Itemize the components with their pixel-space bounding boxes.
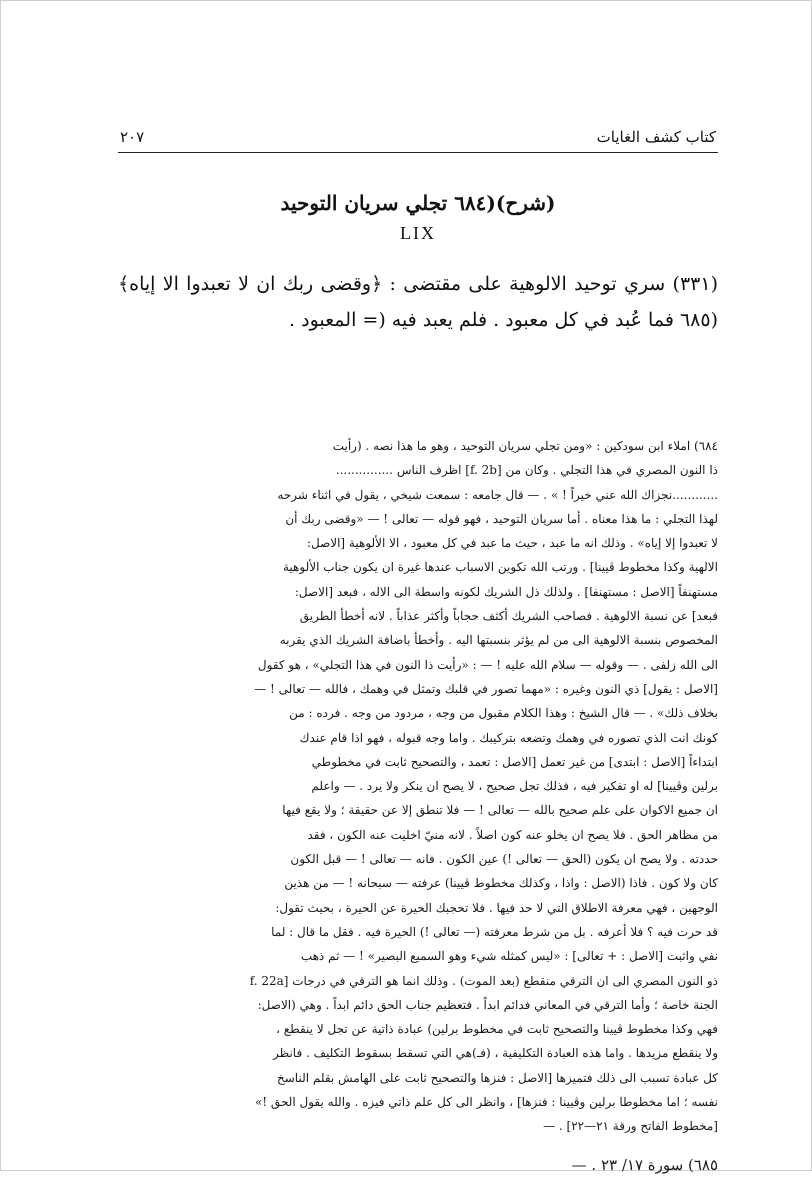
footnote-line: المخصوص بنسبة الالوهية الى من لم يؤثر بنسبتها اليه . وأخطأ باضافة الشريك الذي يقربه bbox=[279, 633, 718, 648]
chapter-numeral: LIX bbox=[400, 223, 436, 243]
footnote-line: مستهنفاً [الاصل : مستهنفا] . ولذلك ذل الشريك لكونه واسطة الى الاله ، فبعد [الاصل: bbox=[294, 584, 718, 599]
running-head bbox=[118, 128, 718, 153]
footnote-line: نفسه ؛ اما مخطوطا برلين وڤيينا : فنزها] ، وانظر الى كل علم ذاتي فيزه . والله يقول الحق !» bbox=[254, 1095, 718, 1110]
main-text: (٣٣١) سري توحيد الالوهية على مقتضى : ﴿وقضى ربك ان لا تعبدوا الا إياه﴾(٦٨٥ فما عُبد في كل معبود . فلم يعبد فيه (= المعبود . bbox=[118, 273, 718, 331]
book-page bbox=[118, 128, 718, 1177]
footnote-line: ٦٨٤) املاء ابن سودكين : «ومن تجلي سريان التوحيد ، وهو ما هذا نصه . (رأيت bbox=[332, 439, 718, 453]
footnote-line: نفي واثبت [الاصل : + تعالى] : «ليس كمثله شيء وهو السميع البصير» ! — ثم ذهب bbox=[300, 949, 718, 964]
chapter-title: (شرح)(٦٨٤ تجلي سريان التوحيد bbox=[280, 191, 556, 215]
footnote-line: [مخطوط الفاتح ورقة ٢١—٢٢] . — bbox=[543, 1119, 718, 1134]
footnote-line: كان ولا كون . فاذا (الاصل : واذا ، وكذلك مخطوط ڤيينا) عرفته — سبحانه ! — من هذين bbox=[284, 876, 718, 891]
footnote-line: برلين وڤيينا] له او تفكير فيه ، فذلك تجل صحيح ، لا يصح ان ينكر ولا يرد . — واعلم bbox=[311, 779, 718, 794]
footnote-line: حددته . ولا يصح ان يكون (الحق — تعالى !) عين الكون . فانه — تعالى ! — قبل الكون bbox=[290, 852, 718, 867]
footnote-line: الوجهين ، فهي معرفة الاطلاق التي لا حد فيها . فلا تحجبك الحيرة عن الحيرة ، بحيث تقول: bbox=[275, 900, 718, 915]
page-number: ٢٠٧ bbox=[120, 128, 145, 146]
footnote-line: [الاصل : يقول] ذي النون وغيره : «مهما تصور في قلبك وتمثل في وهمك ، فالله — تعالى ! — bbox=[254, 681, 718, 696]
footnote-line: من مظاهر الحق . فلا يصح ان يخلو عنه كون اصلاً . لانه منيّ اخليت عنه الكون ، فقد bbox=[307, 827, 718, 842]
footnote-685: ٦٨٥) سورة ١٧/ ٢٣ . — bbox=[571, 1155, 718, 1174]
footnote-line: لا تعبدوا إلا إياه» . وذلك انه ما عبد ، حيث ما عبد في كل معبود ، الا الألوهية [الاصل: bbox=[306, 536, 718, 551]
footnote-line: بخلاف ذلك» . — قال الشيخ : وهذا الكلام مقبول من وجه ، مردود من وجه . فرده : من bbox=[289, 706, 718, 721]
footnote-line: فهي وكذا مخطوط ڤيينا والتصحيح ثابت في مخطوط برلين) عبادة ذاتية عن تجل لا ينقطع ، bbox=[276, 1022, 718, 1037]
book-title: كتاب كشف الغايات bbox=[596, 128, 716, 146]
footnotes bbox=[118, 434, 718, 1177]
footnote-line: قد حرت فيه ؟ فلا أعرفه . بل من شرط معرفته (— تعالى !) الحيرة فيه . فقل ما قال : لما bbox=[271, 924, 718, 939]
footnote-line: الجنة خاصة ؛ وأما الترقي في المعاني فدائم ابداً . فتعظيم جناب الحق دائم ابداً . وهي (الاصل: bbox=[257, 997, 718, 1012]
footnote-line: الالهية وكذا مخطوط ڤيينا] . ورتب الله تكوين الاسباب عندها غيرة ان يكون جناب الألوهية bbox=[283, 560, 718, 575]
footnote-line: ابتداءاً [الاصل : ابتدى] من غير تعمل [الاصل : تعمد ، والتصحيح ثابت في مخطوطي bbox=[311, 754, 718, 769]
footnote-line: كونك انت الذي تصوره في وهمك وتضعه بتركيبك . واما وجه قبوله ، فهو اذا قام عندك bbox=[299, 730, 718, 745]
footnote-line: ذا النون المصري في هذا التجلي . وكان من [f. 2b] اظرف الناس ............... bbox=[335, 463, 718, 478]
footnote-line: الى الله زلفى . — وقوله — سلام الله عليه ! — : «رأيت ذا النون في هذا التجلي» ، هو كقول bbox=[257, 657, 718, 672]
footnote-line: ان جميع الاكوان على علم صحيح بالله — تعالى ! — فلا تنطق إلا عن حقيقة ؛ ولا يقع فيها bbox=[282, 803, 718, 818]
footnote-line: ذو النون المصري الى ان الترقي منقطع (بعد الموت) . وذلك انما هو الترقي في درجات [f. 22a bbox=[249, 973, 718, 988]
footnote-line: فبعد] عن نسبة الالوهية . فصاحب الشريك أكثف حجاباً وأكثر عذاباً . لانه أخطأ الطريق bbox=[299, 609, 718, 624]
footnote-line: ولا ينقطع مزيدها . واما هذه العبادة التكليفية ، (فـ)هي التي تسقط بسقوط التكليف . فانظر bbox=[273, 1046, 718, 1061]
footnote-line: ............نجزاك الله عني خيراً ! » . — قال جامعه : سمعت شيخي ، يقول في اثناء شرحه bbox=[277, 487, 718, 502]
footnote-line: لهذا التجلي : ما هذا معناه . أما سريان التوحيد ، فهو قوله — تعالى ! — «وقضى ربك أن bbox=[285, 511, 718, 526]
footnote-line: كل عبادة تسبب الى ذلك فتميزها [الاصل : فنزها والتصحيح ثابت على الهامش بقلم الناسخ bbox=[276, 1070, 718, 1085]
